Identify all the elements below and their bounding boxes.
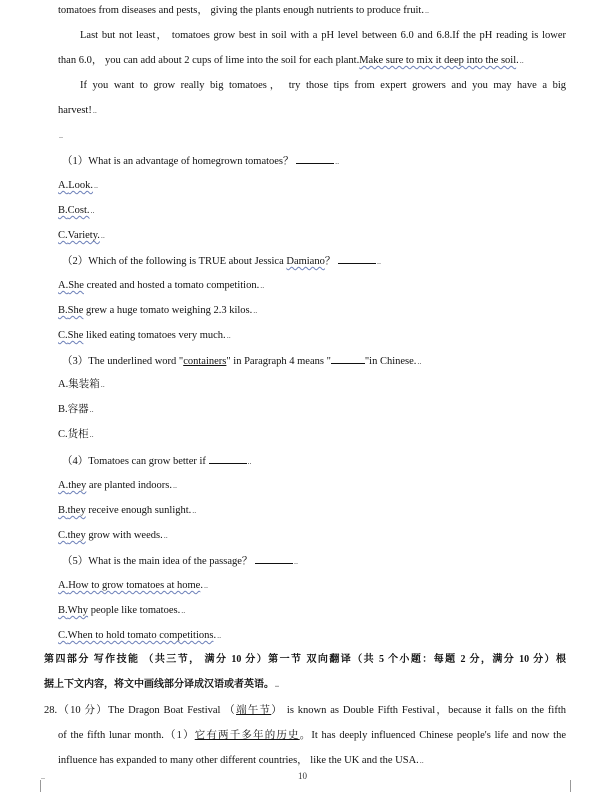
option: A.She created and hosted a tomato competition... <box>58 280 265 291</box>
passage-line: than 6.0， you can add about 2 cups of lime into the soil for each plant.Make sure to mix it deep into the soil... <box>58 55 524 66</box>
option: B.Cost... <box>58 205 95 216</box>
option: B.they receive enough sunlight... <box>58 505 197 516</box>
option: C.She liked eating tomatoes very much... <box>58 330 231 341</box>
translation-question: of the fifth lunar month.（1）它有两千多年的历史。It has deeply influenced Chinese people's life and now the <box>58 730 566 741</box>
blank-paragraph: .. <box>59 131 63 140</box>
page-number: 10 <box>298 771 307 781</box>
option: B.Why people like tomatoes... <box>58 605 186 616</box>
option: A.Look... <box>58 180 99 191</box>
section-header: 据上下文内容，将文中画线部分译成汉语或者英语。.. <box>44 679 279 690</box>
translation-question: influence has expanded to many other different countries， like the UK and the USA... <box>58 755 424 766</box>
option: B.容器.. <box>58 404 94 415</box>
option: B.She grew a huge tomato weighing 2.3 kilos... <box>58 305 258 316</box>
section-header: 第四部分 写作技能 （共三节， 满分 10 分）第一节 双向翻译（共 5 个小题：每题 2 分，满分 10 分）根 <box>44 654 566 665</box>
option: C.Variety... <box>58 230 105 241</box>
page-corner-mark <box>560 780 571 792</box>
passage-line: harvest!.. <box>58 105 97 116</box>
question-stem: （5）What is the main idea of the passage？ .. <box>62 553 298 569</box>
passage-line: Last but not least， tomatoes grow best in soil with a pH level between 6.0 and 6.8.If the pH reading is lower <box>80 30 566 41</box>
option: A.集装箱.. <box>58 379 105 390</box>
question-stem: （1）What is an advantage of homegrown tomatoes？ .. <box>62 153 339 169</box>
passage-line: tomatoes from diseases and pests， giving the plants enough nutrients to produce fruit... <box>58 5 429 16</box>
option: A.How to grow tomatoes at home... <box>58 580 208 591</box>
question-stem: （2）Which of the following is TRUE about Jessica Damiano？ .. <box>62 253 381 269</box>
question-stem: （3）The underlined word "containers" in Paragraph 4 means " "in Chinese... <box>62 353 421 369</box>
translation-question: 28.（10 分）The Dragon Boat Festival （端午节） is known as Double Fifth Festival，because it falls on the fifth <box>44 705 566 716</box>
option: C.货柜.. <box>58 429 94 440</box>
option: C.When to hold tomato competitions... <box>58 630 222 641</box>
question-stem: （4）Tomatoes can grow better if .. <box>62 453 252 469</box>
paragraph-mark: .. <box>41 772 45 781</box>
page-corner-mark <box>40 780 51 792</box>
passage-line: If you want to grow really big tomatoes， try those tips from expert growers and you may have a big <box>80 80 566 91</box>
option: A.they are planted indoors... <box>58 480 178 491</box>
option: C.they grow with weeds... <box>58 530 168 541</box>
